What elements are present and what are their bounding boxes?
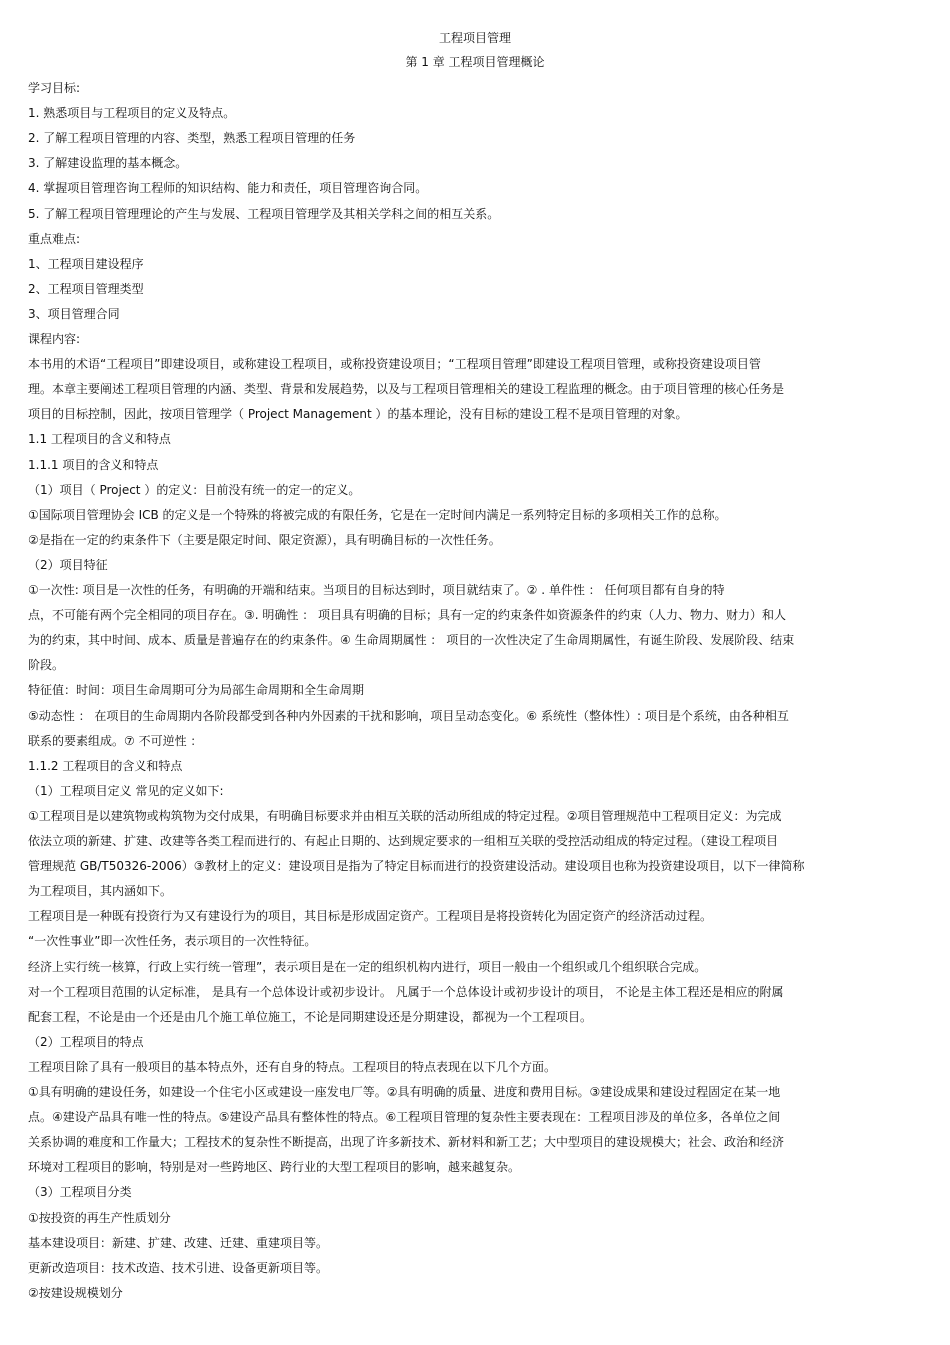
chapter-heading: 第 1 章 工程项目管理概论 (405, 55, 545, 69)
text-line: 管理规范 GB/T50326-2006）③教材上的定义：建设项目是指为了特定目标而进行的投资建设活动。建设项目也称为投资建设项目，以下一律简称 (28, 859, 805, 874)
text-line: 工程项目除了具有一般项目的基本特点外，还有自身的特点。工程项目的特点表现在以下几个方面。 (28, 1059, 557, 1074)
text-line: 更新改造项目：技术改造、技术引进、设备更新项目等。 (28, 1260, 329, 1275)
text-line: 理。本章主要阐述工程项目管理的内涵、类型、背景和发展趋势，以及与工程项目管理相关的建设工程监理的概念。由于项目管理的核心任务是 (28, 382, 785, 397)
text-line: 3. 了解建设监理的基本概念。 (28, 156, 188, 171)
text-line: 学习目标: (28, 81, 81, 95)
text-line: “一次性事业”即一次性任务，表示项目的一次性特征。 (28, 934, 317, 949)
text-line: 1.1.2 工程项目的含义和特点 (28, 758, 183, 773)
text-line: 点。④建设产品具有唯一性的特点。⑤建设产品具有整体性的特点。⑥工程项目管理的复杂性主要表现在：工程项目涉及的单位多，各单位之间 (28, 1110, 781, 1125)
text-line: 4. 掌握项目管理咨询工程师的知识结构、能力和责任，项目管理咨询合同。 (28, 181, 428, 196)
text-line: 经济上实行统一核算，行政上实行统一管理”，表示项目是在一定的组织机构内进行，项目一般由一个组织或几个组织联合完成。 (28, 959, 707, 974)
text-line: （2）工程项目的特点 (28, 1034, 144, 1049)
text-line: ①一次性: 项目是一次性的任务，有明确的开端和结束。当项目的目标达到时，项目就结束了。② . 单件性 ： 任何项目都有自身的特 (28, 583, 725, 597)
document-title: 工程项目管理 (438, 31, 511, 45)
text-line: 工程项目是一种既有投资行为又有建设行为的项目，其目标是形成固定资产。工程项目是将投资转化为固定资产的经济活动过程。 (28, 909, 713, 924)
text-line: （1）项目（ Project ）的定义：目前没有统一的定一的定义。 (28, 482, 361, 497)
text-line: 环境对工程项目的影响，特别是对一些跨地区、跨行业的大型工程项目的影响，越来越复杂。 (28, 1160, 521, 1175)
text-line: ①按投资的再生产性质划分 (28, 1210, 171, 1225)
text-line: 5. 了解工程项目管理理论的产生与发展、工程项目管理学及其相关学科之间的相互关系。 (28, 206, 500, 221)
text-line: ①工程项目是以建筑物或构筑物为交付成果，有明确目标要求并由相互关联的活动所组成的特定过程。②项目管理规范中工程项目定义：为完成 (28, 808, 782, 823)
text-line: （3）工程项目分类 (28, 1185, 132, 1200)
text-line: 配套工程，不论是由一个还是由几个施工单位施工，不论是同期建设还是分期建设，都视为一个工程项目。 (28, 1009, 593, 1024)
text-line: 依法立项的新建、扩建、改建等各类工程而进行的、有起止日期的、达到规定要求的一组相互关联的受控活动组成的特定过程。（建设工程项目 (28, 834, 779, 848)
text-line: ②是指在一定的约束条件下（主要是限定时间、限定资源），具有明确目标的一次性任务。 (28, 532, 501, 547)
text-line: 联系的要素组成。⑦ 不可逆性 ： (28, 733, 203, 748)
text-line: 阶段。 (28, 658, 65, 673)
text-line: 1. 熟悉项目与工程项目的定义及特点。 (28, 106, 236, 121)
text-line: ②按建设规模划分 (28, 1285, 123, 1300)
text-line: 为的约束，其中时间、成本、质量是普遍存在的约束条件。④ 生命周期属性 ： 项目的一次性决定了生命周期属性，有诞生阶段、发展阶段、结束 (28, 633, 795, 648)
text-line: 重点难点: (28, 231, 81, 246)
text-line: 1.1 工程项目的含义和特点 (28, 432, 171, 447)
text-line: 本书用的术语“工程项目”即建设项目，或称建设工程项目，或称投资建设项目；“工程项目管理”即建设工程项目管理，或称投资建设项目管 (28, 357, 761, 372)
text-line: 对一个工程项目范围的认定标准， 是具有一个总体设计或初步设计。 凡属于一个总体设计或初步设计的项目， 不论是主体工程还是相应的附属 (28, 984, 784, 999)
text-line: 项目的目标控制，因此，按项目管理学（ Project Management ）的基本理论，没有目标的建设工程不是项目管理的对象。 (28, 407, 688, 422)
text-line: （1）工程项目定义 常见的定义如下: (28, 783, 224, 798)
text-line: ①国际项目管理协会 ICB 的定义是一个特殊的将被完成的有限任务，它是在一定时间内满足一系列特定目标的多项相关工作的总称。 (28, 507, 727, 522)
text-line: 1、工程项目建设程序 (28, 256, 144, 271)
text-line: 特征值：时间：项目生命周期可分为局部生命周期和全生命周期 (28, 683, 365, 698)
text-line: 基本建设项目：新建、扩建、改建、迁建、重建项目等。 (28, 1235, 329, 1250)
text-line: 3、项目管理合同 (28, 306, 120, 321)
text-line: 1.1.1 项目的含义和特点 (28, 457, 159, 472)
text-line: 2、工程项目管理类型 (28, 281, 144, 296)
text-line: ①具有明确的建设任务，如建设一个住宅小区或建设一座发电厂等。②具有明确的质量、进度和费用目标。③建设成果和建设过程固定在某一地 (28, 1085, 781, 1099)
text-line: 2. 了解工程项目管理的内容、类型，熟悉工程项目管理的任务 (28, 131, 356, 146)
text-line: 为工程项目，其内涵如下。 (28, 884, 173, 899)
text-line: ⑤动态性 ： 在项目的生命周期内各阶段都受到各种内外因素的干扰和影响，项目呈动态变化。⑥ 系统性（整体性）: 项目是个系统，由各种相互 (28, 708, 789, 723)
text-line: 课程内容: (28, 332, 81, 346)
text-line: 点，不可能有两个完全相同的项目存在。③. 明确性 ： 项目具有明确的目标；具有一定的约束条件如资源条件的约束（人力、物力、财力）和人 (28, 608, 787, 623)
text-line: 关系协调的难度和工作量大；工程技术的复杂性不断提高，出现了许多新技术、新材料和新工艺；大中型项目的建设规模大；社会、政治和经济 (28, 1135, 785, 1150)
text-line: （2）项目特征 (28, 557, 108, 572)
